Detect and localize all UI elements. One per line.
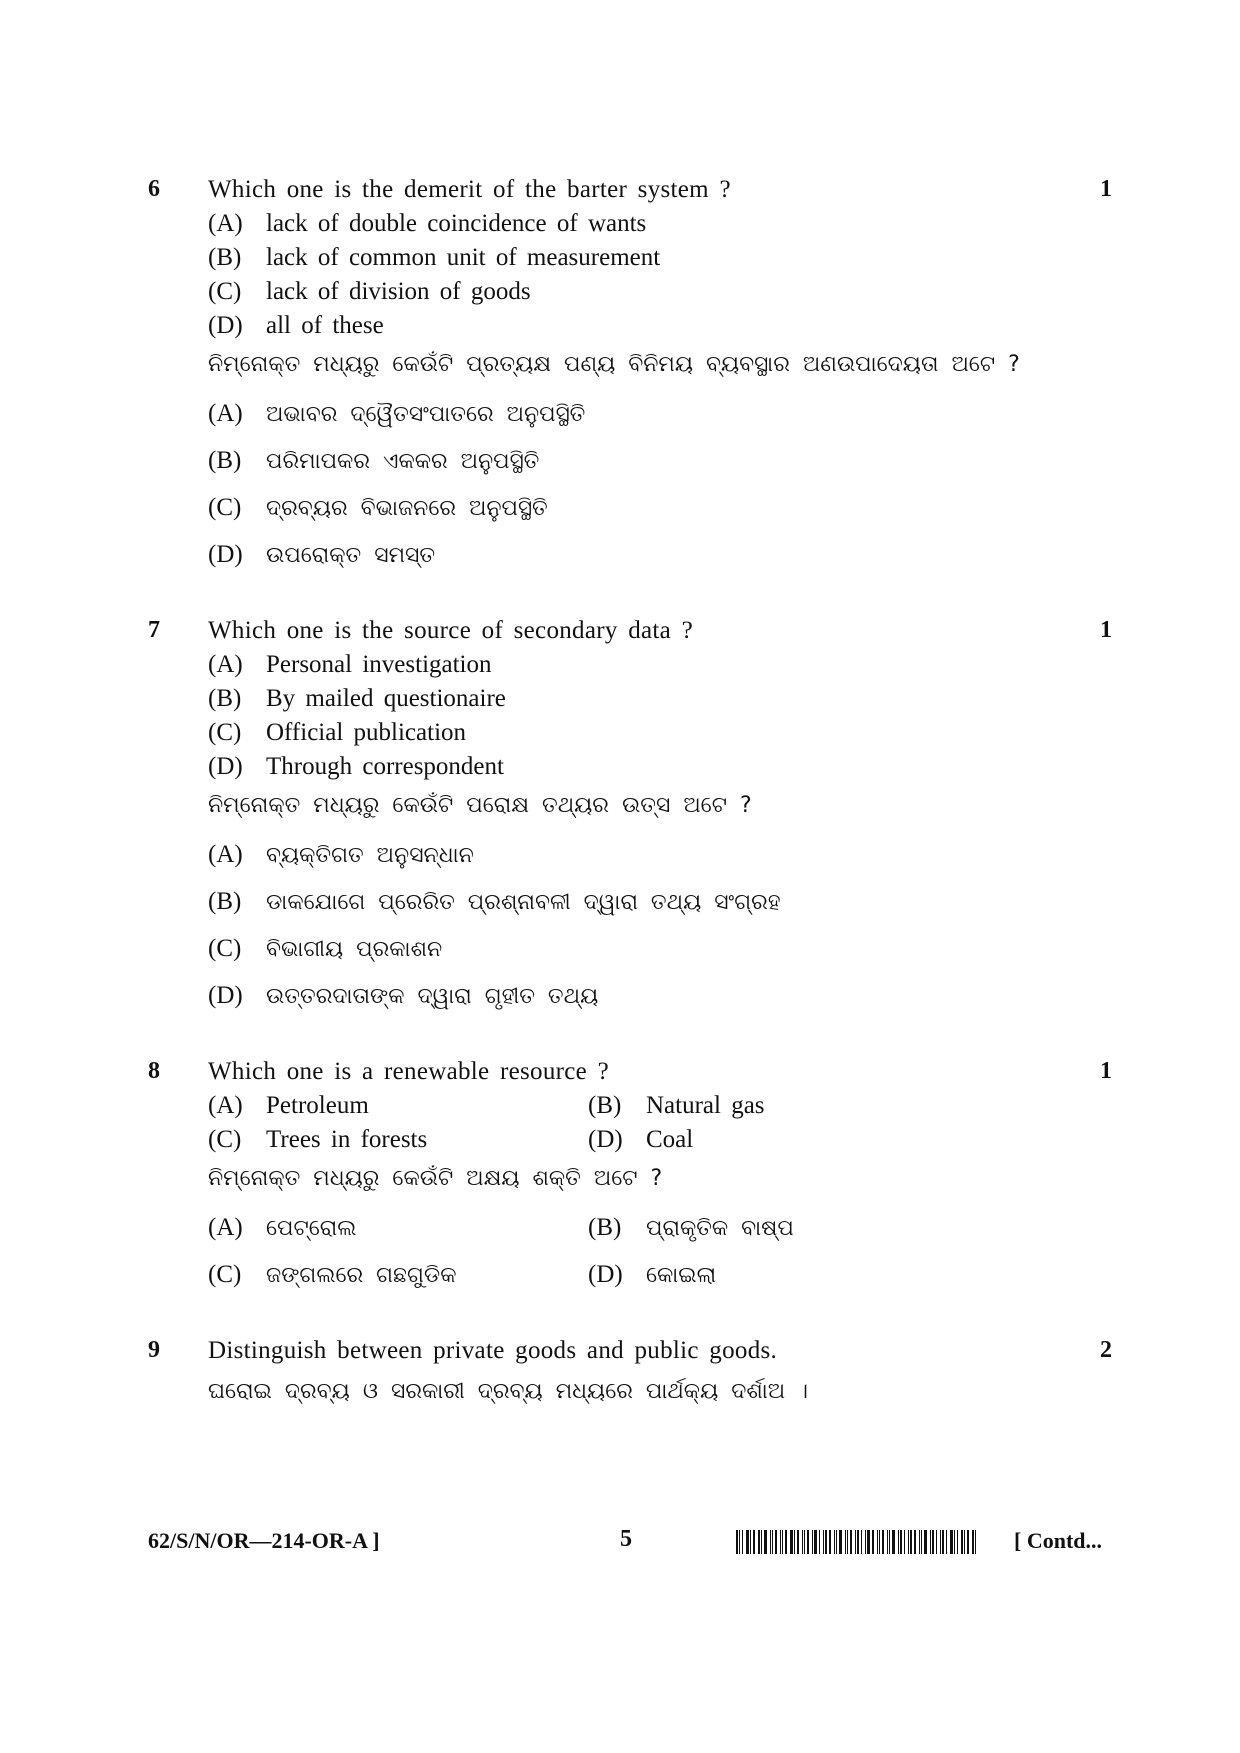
odia-option-b: (B) ଡାକଯୋଗେ ପ୍ରେରିତ ପ୍ରଶ୍ନାବଳୀ ଦ୍ୱାରା ତଥ୍ୟ ସଂଗ୍ରହ bbox=[208, 888, 781, 915]
option-c: (C) lack of division of goods bbox=[208, 278, 531, 305]
odia-option-d: (D) ଉପରୋକ୍ତ ସମସ୍ତ bbox=[208, 541, 436, 568]
question-stem: Which one is a renewable resource ? bbox=[208, 1058, 609, 1085]
option-d: (D) all of these bbox=[208, 312, 384, 339]
odia-option-a: (A) ଅଭାବର ଦ୍ୱୈତସଂପାତରେ ଅନୁପସ୍ଥିତି bbox=[208, 400, 586, 427]
option-c: (C) Trees in forests bbox=[208, 1126, 428, 1153]
option-b: (B) By mailed questionaire bbox=[208, 685, 506, 712]
odia-question-stem: ନିମ୍ନୋକ୍ତ ମଧ୍ୟରୁ କେଉଁଟି ପ୍ରତ୍ୟକ୍ଷ ପଣ୍ୟ ବିନିମୟ ବ୍ୟବସ୍ଥାର ଅଣଉପାଦେୟତା ଅଟେ ? bbox=[208, 352, 1020, 377]
odia-option-b: (B) ପରିମାପକର ଏକକର ଅନୁପସ୍ଥିତି bbox=[208, 447, 540, 474]
odia-option-c: (C) ଦ୍ରବ୍ୟର ବିଭାଜନରେ ଅନୁପସ୍ଥିତି bbox=[208, 494, 548, 521]
question-number: 9 bbox=[148, 1337, 160, 1363]
odia-option-a: (A) ବ୍ୟକ୍ତିଗତ ଅନୁସନ୍ଧାନ bbox=[208, 841, 474, 868]
odia-question-stem: ନିମ୍ନୋକ୍ତ ମଧ୍ୟରୁ କେଉଁଟି ପରୋକ୍ଷ ତଥ୍ୟର ଉତ୍ସ ଅଟେ ? bbox=[208, 793, 752, 818]
question-number: 7 bbox=[148, 617, 160, 643]
option-d: (D) Through correspondent bbox=[208, 753, 504, 780]
continued-marker: [ Contd... bbox=[1014, 1528, 1103, 1553]
option-b: (B) lack of common unit of measurement bbox=[208, 244, 661, 271]
barcode bbox=[736, 1530, 992, 1554]
question-marks: 1 bbox=[1100, 1058, 1112, 1084]
question-marks: 1 bbox=[1100, 176, 1112, 202]
odia-option-c: (C) ଜଙ୍ଗଲରେ ଗଛଗୁଡିକ bbox=[208, 1261, 457, 1288]
odia-question-stem: ଘରୋଇ ଦ୍ରବ୍ୟ ଓ ସରକାରୀ ଦ୍ରବ୍ୟ ମଧ୍ୟରେ ପାର୍ଥକ୍ୟ ଦର୍ଶାଅ । bbox=[208, 1379, 808, 1404]
option-d: (D) Coal bbox=[588, 1126, 694, 1153]
option-c: (C) Official publication bbox=[208, 719, 467, 746]
question-number: 8 bbox=[148, 1058, 160, 1084]
option-a: (A) Personal investigation bbox=[208, 651, 492, 678]
question-stem: Which one is the demerit of the barter system ? bbox=[208, 176, 731, 203]
question-number: 6 bbox=[148, 176, 160, 202]
option-a: (A) Petroleum bbox=[208, 1092, 369, 1119]
question-marks: 2 bbox=[1100, 1337, 1112, 1363]
odia-option-d: (D) କୋଇଲା bbox=[588, 1261, 717, 1288]
page-number: 5 bbox=[620, 1526, 632, 1552]
option-a: (A) lack of double coincidence of wants bbox=[208, 210, 647, 237]
paper-code: 62/S/N/OR—214-OR-A ] bbox=[148, 1528, 380, 1553]
odia-option-a: (A) ପେଟ୍ରୋଲ bbox=[208, 1214, 357, 1241]
page-footer bbox=[0, 1526, 1240, 1562]
option-b: (B) Natural gas bbox=[588, 1092, 765, 1119]
question-marks: 1 bbox=[1100, 617, 1112, 643]
odia-option-d: (D) ଉତ୍ତରଦାତାଙ୍କ ଦ୍ୱାରା ଗୃହୀତ ତଥ୍ୟ bbox=[208, 982, 599, 1009]
odia-option-c: (C) ବିଭାଗୀୟ ପ୍ରକାଶନ bbox=[208, 935, 443, 962]
odia-option-b: (B) ପ୍ରାକୃତିକ ବାଷ୍ପ bbox=[588, 1214, 794, 1241]
odia-question-stem: ନିମ୍ନୋକ୍ତ ମଧ୍ୟରୁ କେଉଁଟି ଅକ୍ଷୟ ଶକ୍ତି ଅଟେ ? bbox=[208, 1166, 663, 1191]
question-stem: Distinguish between private goods and public goods. bbox=[208, 1337, 778, 1364]
question-stem: Which one is the source of secondary data ? bbox=[208, 617, 693, 644]
